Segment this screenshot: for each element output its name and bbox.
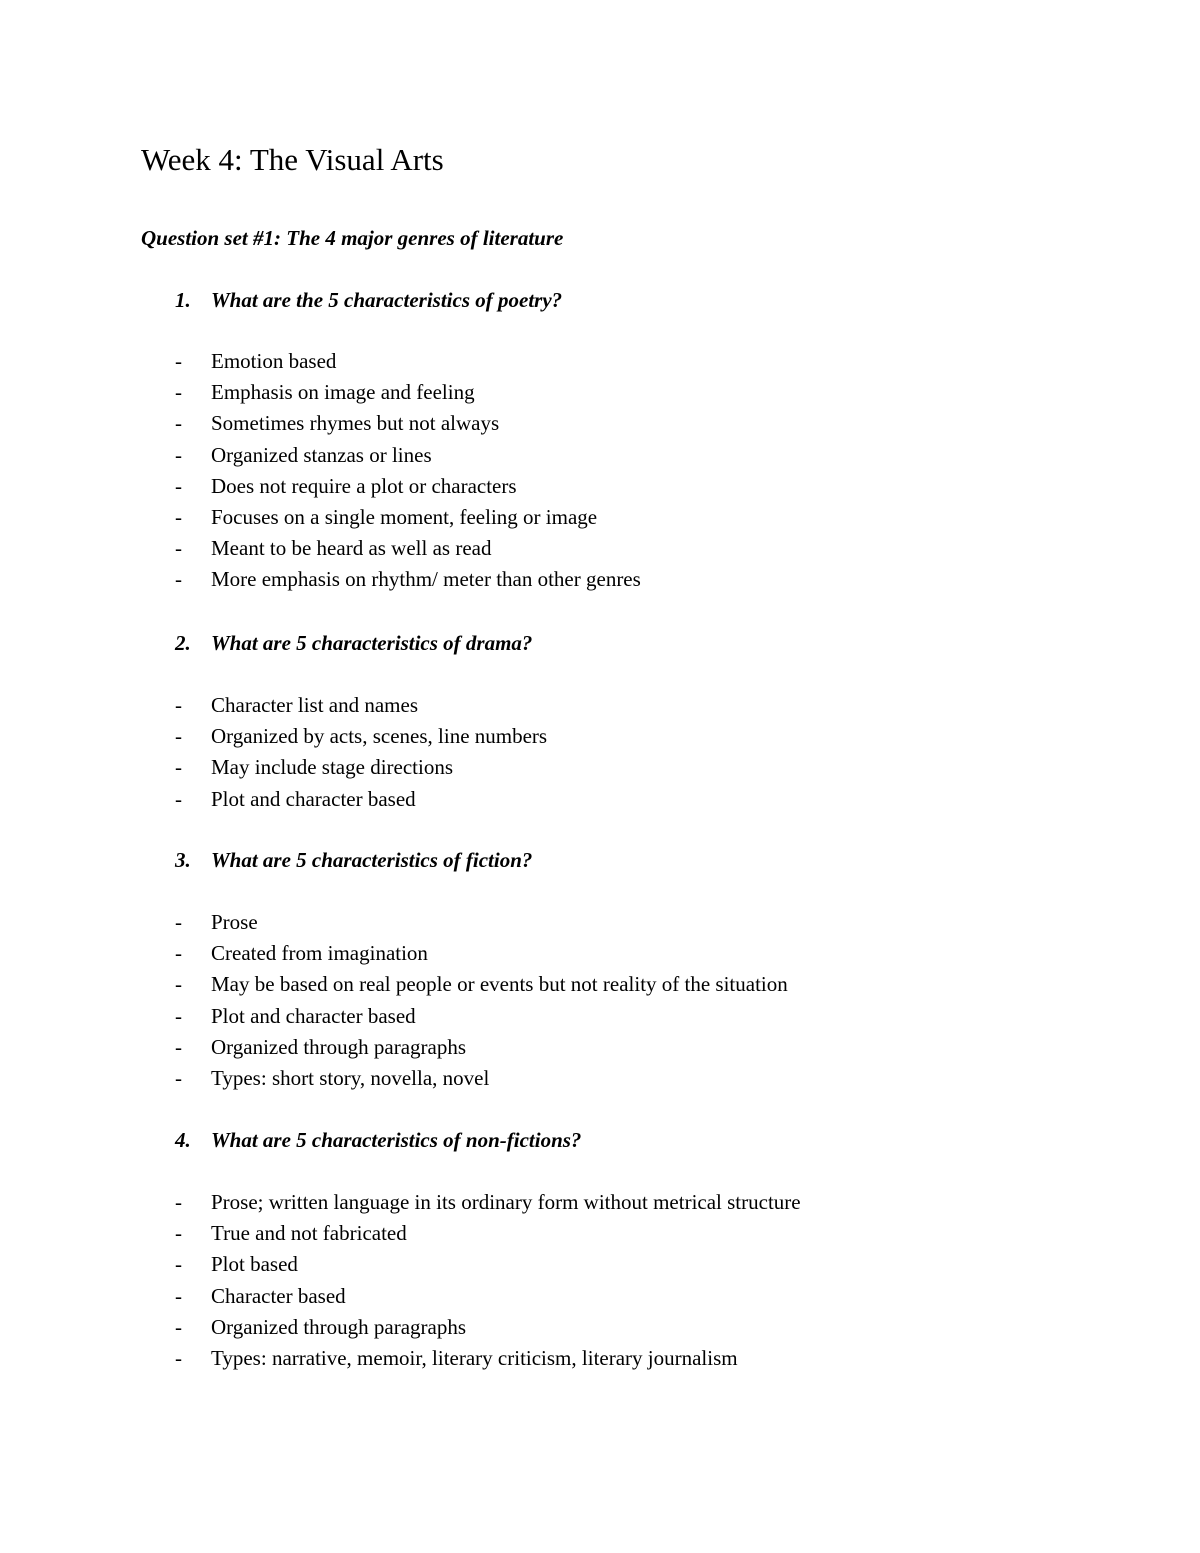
answer-list-2 <box>175 690 547 815</box>
bullet-dash: - <box>175 1283 182 1308</box>
question-4 <box>175 1126 581 1154</box>
bullet-dash: - <box>175 1003 182 1028</box>
list-item: - Organized through paragraphs <box>175 1032 788 1063</box>
list-item: - Plot and character based <box>175 1001 788 1032</box>
question-text: What are the 5 characteristics of poetry? <box>211 288 563 312</box>
bullet-dash: - <box>175 786 182 811</box>
question-1 <box>175 286 562 314</box>
bullet-dash: - <box>175 505 182 530</box>
answer-list-4 <box>175 1187 801 1374</box>
bullet-dash: - <box>175 411 182 436</box>
bullet-dash: - <box>175 473 182 498</box>
list-item: - Plot and character based <box>175 784 547 815</box>
list-item: - May be based on real people or events but not reality of the situation <box>175 969 788 1000</box>
bullet-dash: - <box>175 1314 182 1339</box>
question-set-heading: Question set #1: The 4 major genres of literature <box>141 226 564 250</box>
question-number: 2. <box>175 631 191 655</box>
question-text: What are 5 characteristics of non-fictions? <box>211 1128 582 1152</box>
bullet-dash: - <box>175 1190 182 1214</box>
bullet-dash: - <box>175 349 182 373</box>
question-text: What are 5 characteristics of fiction? <box>211 848 533 872</box>
question-number: 1. <box>175 288 191 312</box>
bullet-dash: - <box>175 567 182 592</box>
bullet-dash: - <box>175 1221 182 1246</box>
answer-list-1 <box>175 346 641 596</box>
bullet-dash: - <box>175 972 182 997</box>
list-item: - Prose; written language in its ordinary form without metrical structure <box>175 1187 801 1218</box>
bullet-dash: - <box>175 693 182 717</box>
list-item: - May include stage directions <box>175 752 547 783</box>
page-title: Week 4: The Visual Arts <box>141 142 444 177</box>
list-item: - Character list and names <box>175 690 547 721</box>
bullet-dash: - <box>175 442 182 467</box>
bullet-dash: - <box>175 1252 182 1277</box>
list-item: - Character based <box>175 1281 801 1312</box>
bullet-dash: - <box>175 536 182 561</box>
list-item: - Focuses on a single moment, feeling or image <box>175 502 641 533</box>
bullet-dash: - <box>175 755 182 780</box>
list-item: - Organized by acts, scenes, line numbers <box>175 721 547 752</box>
question-number: 4. <box>175 1128 191 1152</box>
list-item: - Created from imagination <box>175 938 788 969</box>
list-item: - Organized stanzas or lines <box>175 440 641 471</box>
list-item: - True and not fabricated <box>175 1218 801 1249</box>
bullet-dash: - <box>175 380 182 405</box>
bullet-dash: - <box>175 724 182 749</box>
list-item: - Types: short story, novella, novel <box>175 1063 788 1094</box>
bullet-dash: - <box>175 1066 182 1091</box>
question-text: What are 5 characteristics of drama? <box>211 631 533 655</box>
list-item: - Emphasis on image and feeling <box>175 377 641 408</box>
list-item: - Plot based <box>175 1249 801 1280</box>
list-item: - Organized through paragraphs <box>175 1312 801 1343</box>
bullet-dash: - <box>175 1034 182 1059</box>
list-item: - Sometimes rhymes but not always <box>175 408 641 439</box>
list-item: - Meant to be heard as well as read <box>175 533 641 564</box>
list-item: - Emotion based <box>175 346 641 377</box>
list-item: - Prose <box>175 907 788 938</box>
question-2 <box>175 629 532 657</box>
bullet-dash: - <box>175 910 182 934</box>
question-number: 3. <box>175 848 191 872</box>
answer-list-3 <box>175 907 788 1094</box>
bullet-dash: - <box>175 1346 182 1371</box>
list-item: - Does not require a plot or characters <box>175 471 641 502</box>
bullet-dash: - <box>175 941 182 966</box>
list-item: - Types: narrative, memoir, literary criticism, literary journalism <box>175 1343 801 1374</box>
list-item: - More emphasis on rhythm/ meter than other genres <box>175 564 641 595</box>
question-3 <box>175 846 532 874</box>
